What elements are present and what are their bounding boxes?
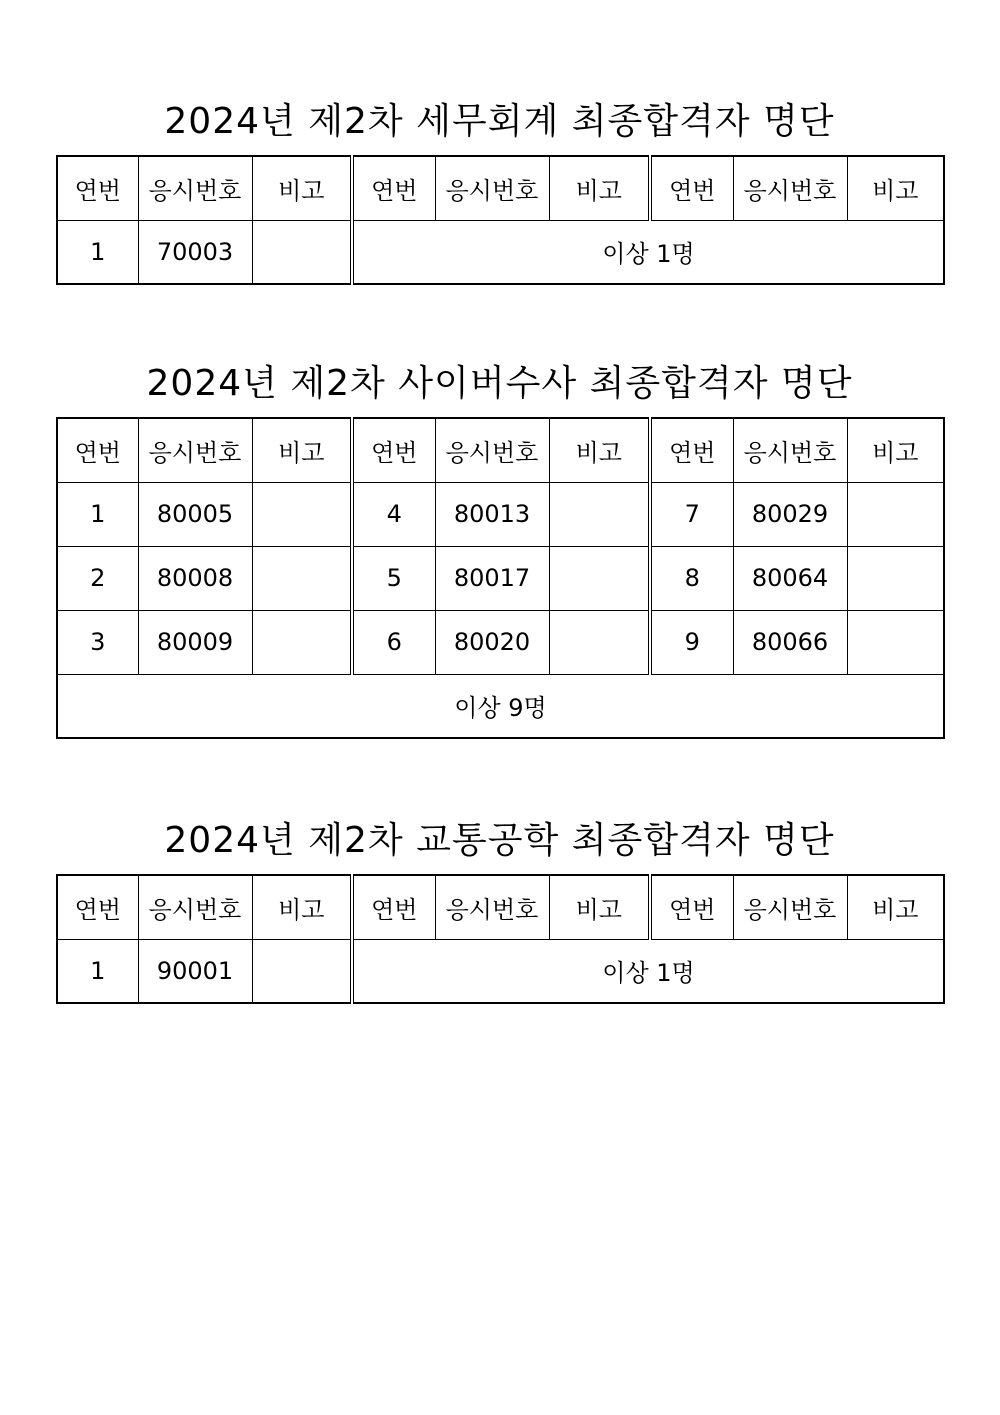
- cell-note: [549, 546, 650, 610]
- col-header-exam: 응시번호: [138, 156, 252, 220]
- cell-exam-number: 80020: [435, 610, 549, 674]
- total-count: 이상 9명: [57, 674, 944, 738]
- cell-no: 1: [57, 482, 138, 546]
- col-header-note: 비고: [549, 418, 650, 482]
- col-header-exam: 응시번호: [733, 875, 847, 939]
- col-header-note: 비고: [549, 156, 650, 220]
- cell-no: 8: [650, 546, 733, 610]
- col-header-no: 연번: [57, 418, 138, 482]
- col-header-note: 비고: [847, 156, 944, 220]
- cell-no: 6: [352, 610, 435, 674]
- col-header-no: 연번: [352, 156, 435, 220]
- header-row: [57, 156, 944, 220]
- col-header-exam: 응시번호: [138, 875, 252, 939]
- col-header-exam: 응시번호: [138, 418, 252, 482]
- cell-exam-number: 70003: [138, 220, 252, 284]
- col-header-note: 비고: [252, 156, 352, 220]
- col-header-no: 연번: [650, 875, 733, 939]
- cell-no: 3: [57, 610, 138, 674]
- cell-note: [549, 610, 650, 674]
- header-row: [57, 418, 944, 482]
- col-header-exam: 응시번호: [435, 418, 549, 482]
- table-row: [57, 482, 944, 546]
- table-row: [57, 939, 944, 1003]
- cell-no: 1: [57, 939, 138, 1003]
- results-table: [56, 417, 945, 739]
- cell-no: 4: [352, 482, 435, 546]
- col-header-note: 비고: [252, 875, 352, 939]
- cell-note: [252, 546, 352, 610]
- col-header-no: 연번: [650, 156, 733, 220]
- col-header-no: 연번: [57, 156, 138, 220]
- col-header-exam: 응시번호: [733, 156, 847, 220]
- total-count: 이상 1명: [352, 220, 944, 284]
- cell-no: 7: [650, 482, 733, 546]
- col-header-note: 비고: [847, 418, 944, 482]
- cell-no: 2: [57, 546, 138, 610]
- cell-note: [549, 482, 650, 546]
- cell-no: 1: [57, 220, 138, 284]
- col-header-exam: 응시번호: [435, 156, 549, 220]
- cell-note: [252, 610, 352, 674]
- cell-exam-number: 80017: [435, 546, 549, 610]
- cell-note: [252, 939, 352, 1003]
- results-table: [56, 155, 945, 285]
- cell-exam-number: 80066: [733, 610, 847, 674]
- table-row: [57, 220, 944, 284]
- col-header-no: 연번: [57, 875, 138, 939]
- cell-note: [252, 220, 352, 284]
- section-title: 2024년 제2차 교통공학 최종합격자 명단: [164, 820, 835, 861]
- col-header-note: 비고: [549, 875, 650, 939]
- col-header-no: 연번: [650, 418, 733, 482]
- section-title: 2024년 제2차 세무회계 최종합격자 명단: [164, 101, 835, 142]
- col-header-note: 비고: [252, 418, 352, 482]
- col-header-exam: 응시번호: [733, 418, 847, 482]
- cell-exam-number: 80009: [138, 610, 252, 674]
- col-header-exam: 응시번호: [435, 875, 549, 939]
- section-title: 2024년 제2차 사이버수사 최종합격자 명단: [146, 363, 853, 404]
- cell-exam-number: 80005: [138, 482, 252, 546]
- header-row: [57, 875, 944, 939]
- table-row: [57, 546, 944, 610]
- total-row: [57, 674, 944, 738]
- cell-note: [847, 546, 944, 610]
- total-count: 이상 1명: [352, 939, 944, 1003]
- col-header-note: 비고: [847, 875, 944, 939]
- cell-note: [252, 482, 352, 546]
- cell-no: 5: [352, 546, 435, 610]
- cell-exam-number: 90001: [138, 939, 252, 1003]
- cell-no: 9: [650, 610, 733, 674]
- table-row: [57, 610, 944, 674]
- col-header-no: 연번: [352, 875, 435, 939]
- results-table: [56, 874, 945, 1004]
- cell-note: [847, 482, 944, 546]
- col-header-no: 연번: [352, 418, 435, 482]
- cell-exam-number: 80064: [733, 546, 847, 610]
- cell-exam-number: 80013: [435, 482, 549, 546]
- cell-exam-number: 80029: [733, 482, 847, 546]
- cell-note: [847, 610, 944, 674]
- cell-exam-number: 80008: [138, 546, 252, 610]
